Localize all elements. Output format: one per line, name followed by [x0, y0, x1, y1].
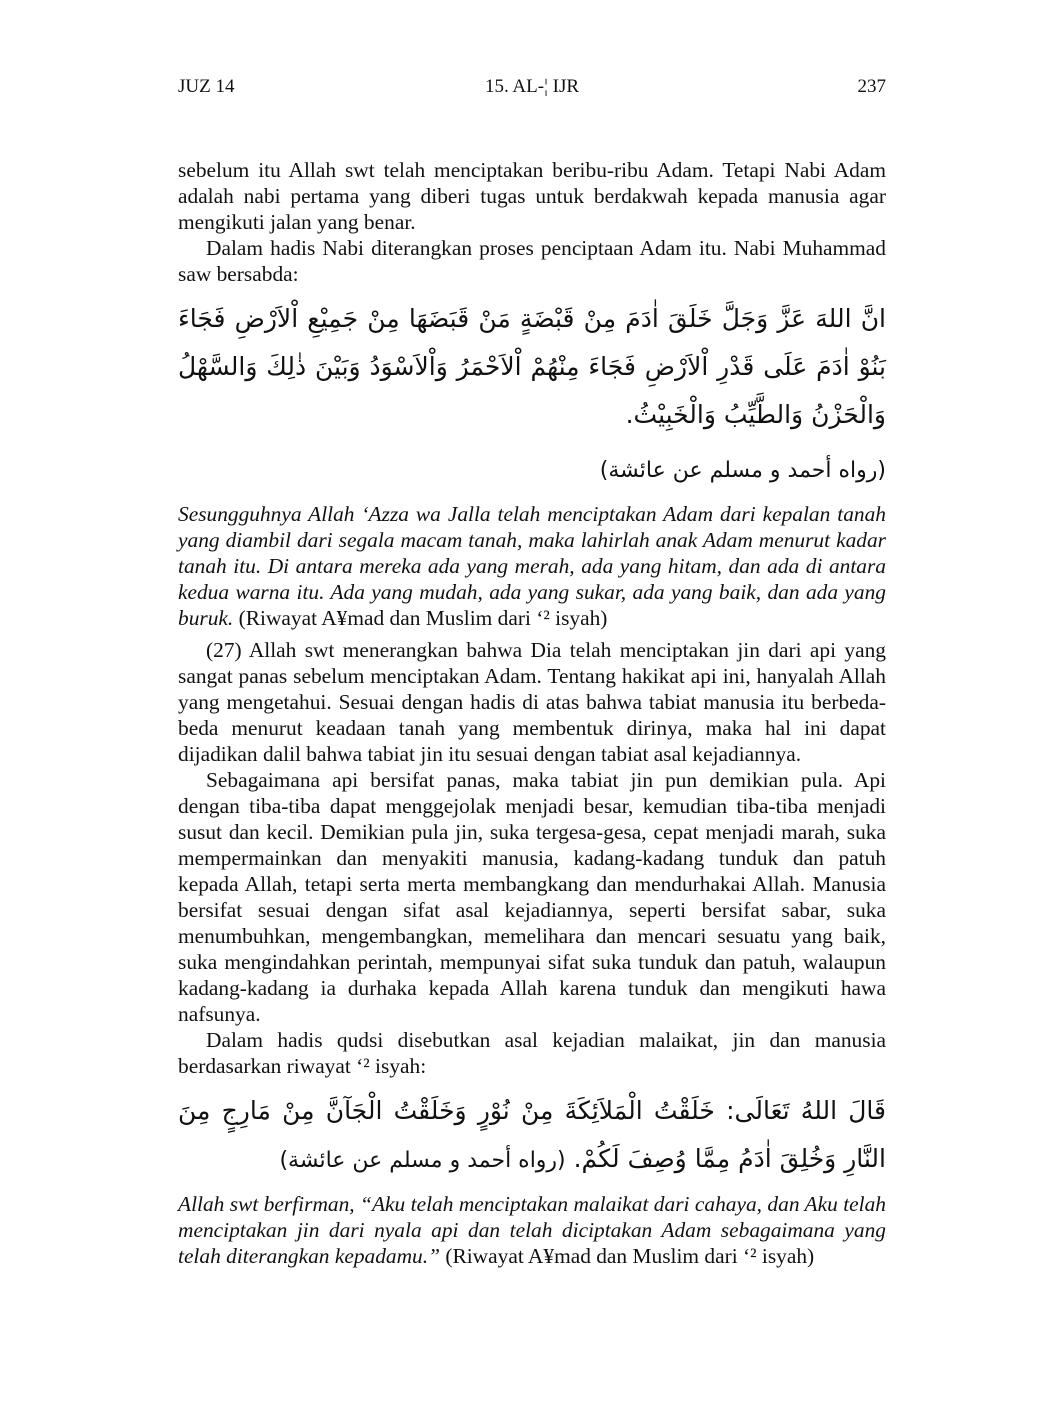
- paragraph-5: Dalam hadis qudsi disebutkan asal kejadian malaikat, jin dan manusia berdasarkan riwayat ‘² isyah:: [178, 1028, 886, 1078]
- arabic-hadith-1-text: انَّ اللهَ عَزَّ وَجَلَّ خَلَقَ اٰدَمَ مِنْ قَبْضَةٍ مَنْ قَبَضَهَا مِنْ جَمِيْعِ اْلاَرْضِ فَجَاءَ بَنُوْ اٰدَمَ عَلَى قَدْرِ اْلاَرْضِ فَجَاءَ مِنْهُمْ اْلاَحْمَرُ وَاْلاَسْوَدُ وَبَيْنَ ذٰلِكَ وَالسَّهْلُ وَالْحَزْنُ وَالطَّيِّبُ وَالْخَبِيْثُ.: [178, 304, 886, 429]
- arabic-hadith-1-source: (رواه أحمد و مسلم عن عائشة): [599, 458, 886, 483]
- translation-1-text: Sesungguhnya Allah ‘Azza wa Jalla telah menciptakan Adam dari kepalan tanah yang diambil dari segala macam tanah, maka lahirlah anak Adam menurut kadar tanah itu. Di antara mereka ada yang merah, ada yang hitam, dan ada di antara kedua warna itu. Ada yang mudah, ada yang sukar, ada yang baik, dan ada yang buruk.: [178, 502, 886, 630]
- running-header: [178, 76, 886, 100]
- paragraph-3: (27) Allah swt menerangkan bahwa Dia telah menciptakan jin dari api yang sangat panas sebelum menciptakan Adam. Tentang hakikat api ini, hanyalah Allah yang mengetahui. Sesuai dengan hadis di atas bahwa tabiat manusia itu berbeda-beda menurut keadaan tanah yang membentuk dirinya, maka hal ini dapat dijadikan dalil bahwa tabiat jin itu sesuai dengan tabiat asal kejadiannya.: [178, 638, 886, 766]
- translation-2-reference: (Riwayat A¥mad dan Muslim dari ‘² isyah): [440, 1244, 815, 1268]
- paragraph-4: Sebagaimana api bersifat panas, maka tabiat jin pun demikian pula. Api dengan tiba-tiba dapat menggejolak menjadi besar, kemudian tiba-tiba menjadi susut dan kecil. Demikian pula jin, suka tergesa-gesa, cepat menjadi marah, suka mempermainkan dan menyakiti manusia, kadang-kadang tunduk dan patuh kepada Allah, tetapi serta merta membangkang dan mendurhakai Allah. Manusia bersifat sesuai dengan sifat asal kejadiannya, seperti bersifat sabar, suka menumbuhkan, mengembangkan, memelihara dan mencari sesuatu yang baik, suka mengindahkan perintah, mempunyai sifat suka tunduk dan patuh, walaupun kadang-kadang ia durhaka kepada Allah karena tunduk dan mengikuti hawa nafsunya.: [178, 768, 886, 1026]
- translation-2: [178, 1191, 886, 1269]
- arabic-hadith-2: [178, 1087, 886, 1185]
- juz-label: JUZ 14: [178, 76, 235, 97]
- translation-1: [178, 501, 886, 631]
- arabic-hadith-2-text: قَالَ اللهُ تَعَالَى: خَلَقْتُ الْمَلاَئِكَةَ مِنْ نُوْرٍ وَخَلَقْتُ الْجَآنَّ مِنْ مَارِجٍ مِنَ النَّارِ وَخُلِقَ اٰدَمُ مِمَّا وُصِفَ لَكُمْ.: [178, 1096, 886, 1173]
- paragraph-1: sebelum itu Allah swt telah menciptakan beribu-ribu Adam. Tetapi Nabi Adam adalah nabi pertama yang diberi tugas untuk berdakwah kepada manusia agar mengikuti jalan yang benar.: [178, 158, 886, 234]
- surah-title: 15. AL-¦ IJR: [484, 76, 580, 97]
- page-body: [178, 157, 886, 1269]
- paragraph-2: Dalam hadis Nabi diterangkan proses penciptaan Adam itu. Nabi Muhammad saw bersabda:: [178, 236, 886, 286]
- translation-2-text: Allah swt berfirman, “Aku telah menciptakan malaikat dari cahaya, dan Aku telah menciptakan jin dari nyala api dan telah diciptakan Adam sebagaimana yang telah diterangkan kepadamu.”: [178, 1192, 886, 1268]
- arabic-hadith-2-source: (رواه أحمد و مسلم عن عائشة): [279, 1148, 566, 1173]
- arabic-hadith-1: [178, 295, 886, 439]
- arabic-hadith-1-source-line: [178, 445, 886, 495]
- translation-1-reference: (Riwayat A¥mad dan Muslim dari ‘² isyah): [233, 606, 608, 630]
- page-number: 237: [857, 76, 886, 97]
